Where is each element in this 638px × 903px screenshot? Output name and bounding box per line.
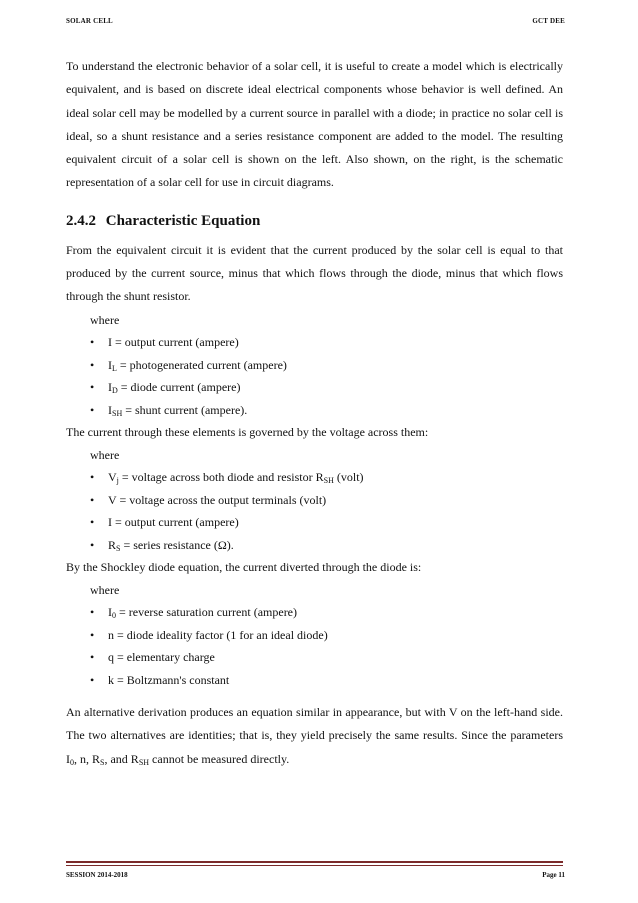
footer-page-number: Page 11: [542, 871, 565, 879]
header-right: GCT DEE: [532, 17, 565, 25]
paragraph-3: The current through these elements is governed by the voltage across them:: [66, 425, 429, 440]
bullet-icon: •: [90, 672, 95, 687]
bullet-icon: •: [90, 357, 95, 372]
bullet-icon: •: [90, 470, 95, 485]
list-item: • $I_L$ = photogenerated current (ampere): [66, 354, 563, 377]
list-item: • I = output current (ampere): [66, 511, 563, 534]
paragraph-4: By the Shockley diode equation, the current diverted through the diode is:: [66, 560, 422, 575]
bullet-icon: •: [90, 492, 95, 507]
list-item: • k = Boltzmann's constant: [66, 669, 563, 692]
footer-rule-thick: [66, 861, 563, 863]
bullet-icon: •: [90, 537, 95, 552]
section-number: 2.4.2: [66, 212, 96, 229]
list-item: • V = voltage across the output terminals (volt): [66, 489, 563, 512]
bullet-icon: •: [90, 650, 95, 665]
section-heading: [66, 211, 563, 231]
where-label-1: where: [90, 312, 120, 327]
intro-paragraph: To understand the electronic behavior of a solar cell, it is useful to create a model which is electrically equivalent, and is based on discrete ideal electrical components whose behavior is well defined. An ideal solar cell may be modelled by a current source in parallel with a diode; in practice no solar cell is ideal, so a shunt resistance and a series resistance component are added to the model. The resulting equivalent circuit of a solar cell is shown on the left. Also shown, on the right, is the schematic representation of a solar cell for use in circuit diagrams.: [66, 59, 563, 190]
list-item: • $I_D$ = diode current (ampere): [66, 376, 563, 399]
paragraph-2: From the equivalent circuit it is evident that the current produced by the solar cell is equal to that produced by the current source, minus that which flows through the diode, minus that which flows through the shunt resistor.: [66, 242, 563, 304]
list-item: • n = diode ideality factor (1 for an ideal diode): [66, 624, 563, 647]
list-item: • $I_{SH}$ = shunt current (ampere).: [66, 399, 563, 422]
section-title: Characteristic Equation: [105, 212, 261, 229]
footer-rule-thin: [66, 865, 563, 866]
where-label-2: where: [90, 447, 120, 462]
where-label-3: where: [90, 582, 120, 597]
list-item: • q = elementary charge: [66, 646, 563, 669]
alternative-paragraph: An alternative derivation produces an equation similar in appearance, but with V on the left-hand side. The two alternatives are identities; that is, they yield precisely the same results. Since the parameters $I_0$, n, $R_S$, and $R_{SH}$ cannot be measured directly.: [66, 705, 563, 767]
list-item: • I = output current (ampere): [66, 331, 563, 354]
list-item: • $I_0$ = reverse saturation current (ampere): [66, 601, 563, 624]
page-body: [66, 55, 563, 771]
footer-left: SESSION 2014-2018: [66, 871, 128, 879]
bullet-icon: •: [90, 605, 95, 620]
list-2: [66, 466, 563, 556]
bullet-icon: •: [90, 515, 95, 530]
list-3: [66, 601, 563, 691]
header-left: SOLAR CELL: [66, 17, 113, 25]
bullet-icon: •: [90, 627, 95, 642]
list-1: [66, 331, 563, 421]
list-item: • $V_j$ = voltage across both diode and resistor $R_{SH}$ (volt): [66, 466, 563, 489]
list-item: • $R_S$ = series resistance (Ω).: [66, 534, 563, 557]
bullet-icon: •: [90, 380, 95, 395]
bullet-icon: •: [90, 335, 95, 350]
bullet-icon: •: [90, 402, 95, 417]
